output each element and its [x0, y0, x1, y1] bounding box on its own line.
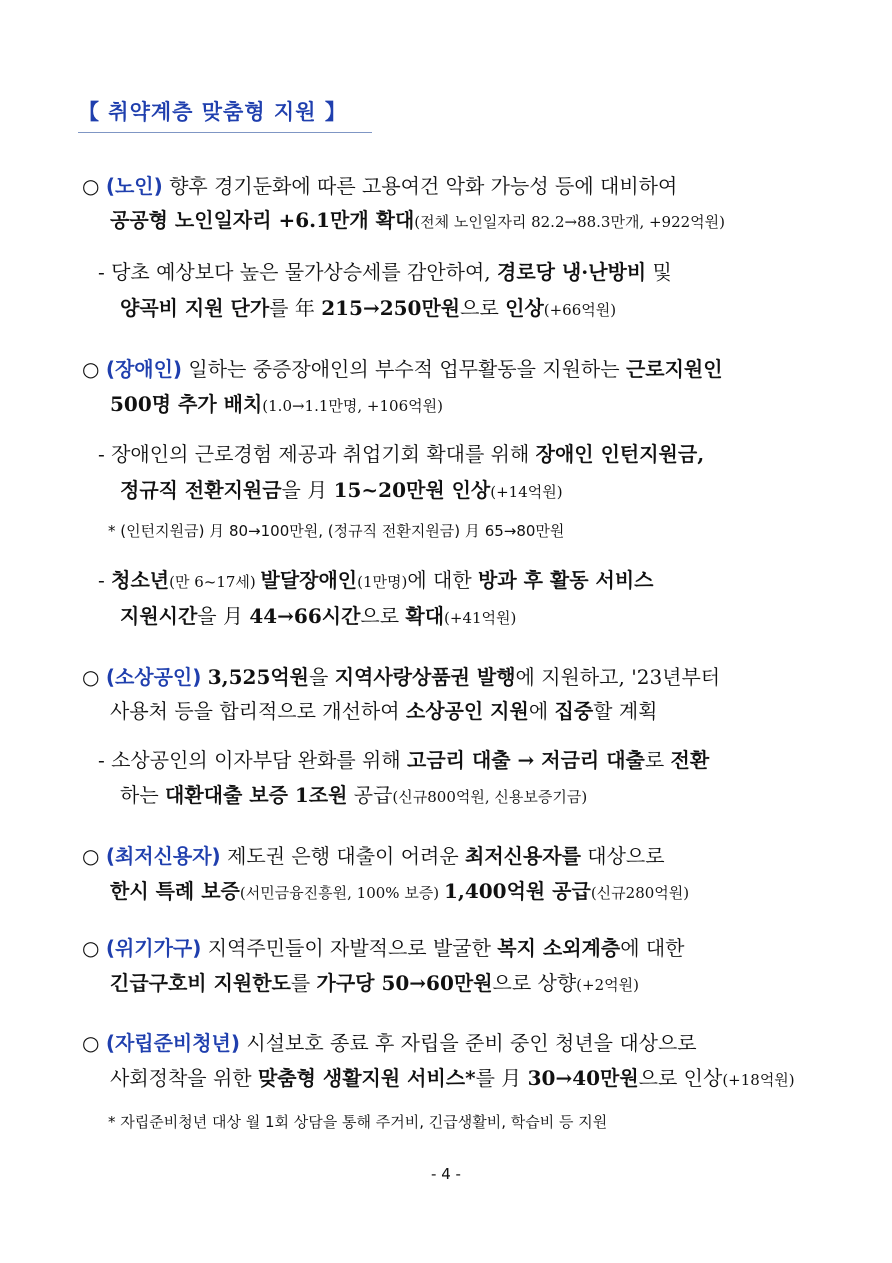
disabled-line-2: [110, 390, 443, 420]
bold-text: 소상공인 지원: [405, 699, 529, 723]
bold-text: 근로지원인: [625, 357, 723, 381]
bold-text: 경로당 냉·난방비: [497, 260, 647, 284]
text: - 당초 예상보다 높은 물가상승세를 감안하여,: [98, 260, 498, 284]
tag-smallbiz: (소상공인): [105, 665, 202, 689]
tag-disabled: (장애인): [105, 357, 183, 381]
bold-text: 긴급구호비 지원한도: [110, 971, 291, 995]
lowcredit-line-1: [82, 842, 665, 870]
elderly-line-1: [82, 172, 677, 200]
text: -: [98, 568, 112, 592]
disabled-footnote: * (인턴지원금) 月 80→100만원, (정규직 전환지원금) 月 65→80만원: [108, 522, 565, 540]
text: 를 年: [269, 296, 322, 320]
text: - 소상공인의 이자부담 완화를 위해: [98, 748, 408, 772]
text: 를 月: [475, 1066, 528, 1090]
lowcredit-line-2: [110, 877, 689, 907]
tag-youth: (자립준비청년): [105, 1031, 241, 1055]
small-text: (신규800억원, 신용보증기금): [392, 788, 588, 806]
small-text: (1만명): [357, 573, 408, 591]
text: 하는: [120, 783, 165, 807]
text: 시설보호 종료 후 자립을 준비 중인 청년을 대상으로: [246, 1031, 697, 1055]
bullet-marker: ○: [82, 936, 100, 960]
text: 일하는 중증장애인의 부수적 업무활동을 지원하는: [188, 357, 626, 381]
bold-text: 공공형 노인일자리 +6.1만개 확대: [110, 208, 415, 232]
tag-elderly: (노인): [105, 174, 163, 198]
text: 공급: [347, 783, 393, 807]
small-text: (전체 노인일자리 82.2→88.3만개, +922억원): [414, 213, 726, 231]
disabled-sub-line-1: [98, 440, 704, 468]
text: 을: [309, 665, 335, 689]
youth-line-2: [110, 1064, 795, 1094]
bold-text: 맞춤형 생활지원 서비스*: [257, 1066, 476, 1090]
crisis-line-2: [110, 969, 639, 999]
disabled-line-1: [82, 355, 723, 383]
elderly-line-2: [110, 206, 725, 236]
bold-text: 1,400억원 공급: [443, 879, 591, 903]
text: 향후 경기둔화에 따른 고용여건 악화 가능성 등에 대비하여: [169, 174, 678, 198]
text: 사용처 등을 합리적으로 개선하여: [110, 699, 406, 723]
bold-text: 정규직 전환지원금: [120, 478, 282, 502]
elderly-sub-line-1: [98, 258, 672, 286]
heading-underline: [78, 132, 372, 133]
text: 에 대한: [620, 936, 685, 960]
text: 을 月: [281, 478, 334, 502]
bold-text: 대환대출 보증 1조원: [165, 783, 348, 807]
small-text: (+2억원): [576, 976, 639, 994]
text: 로: [644, 748, 671, 772]
elderly-sub-line-2: [120, 294, 616, 324]
bold-text: 전환: [670, 748, 710, 772]
bold-text: 인상: [505, 296, 544, 320]
small-text: (만 6~17세): [169, 573, 261, 591]
bullet-marker: ○: [82, 357, 100, 381]
small-text: (+14억원): [490, 483, 563, 501]
tag-lowcredit: (최저신용자): [105, 844, 221, 868]
bullet-marker: ○: [82, 844, 100, 868]
page-number: - 4 -: [431, 1165, 461, 1183]
youth-line-1: [82, 1029, 697, 1057]
small-text: (서민금융진흥원, 100% 보증): [239, 884, 444, 902]
bold-text: 방과 후 활동 서비스: [478, 568, 654, 592]
disabled-sub-line-3: [98, 566, 654, 596]
disabled-sub-line-2: [120, 476, 563, 506]
bold-text: 가구당 50→60만원: [316, 971, 493, 995]
bold-text: 44→66시간: [249, 604, 361, 628]
bold-text: 500명 추가 배치: [110, 392, 263, 416]
small-text: (+66억원): [543, 301, 617, 319]
bold-text: 3,525억원: [207, 665, 310, 689]
text: 을 月: [197, 604, 250, 628]
text: 제도권 은행 대출이 어려운: [227, 844, 466, 868]
text: 지역주민들이 자발적으로 발굴한: [207, 936, 498, 960]
youth-footnote: * 자립준비청년 대상 월 1회 상담을 통해 주거비, 긴급생활비, 학습비 등 지원: [108, 1113, 608, 1131]
text: 할 계획: [593, 699, 658, 723]
section-heading: 【 취약계층 맞춤형 지원 】: [78, 100, 347, 124]
bold-text: 장애인 인턴지원금,: [535, 442, 705, 466]
bold-text: 고금리 대출 → 저금리 대출: [407, 748, 645, 772]
disabled-sub-line-4: [120, 602, 516, 632]
bold-text: 최저신용자를: [465, 844, 581, 868]
bold-text: 한시 특례 보증: [110, 879, 240, 903]
small-text: (+41억원): [444, 609, 517, 627]
smallbiz-sub-line-2: [120, 781, 587, 811]
bullet-marker: ○: [82, 1031, 100, 1055]
bold-text: 30→40만원: [527, 1066, 639, 1090]
smallbiz-line-2: [110, 697, 657, 725]
tag-crisis: (위기가구): [105, 936, 202, 960]
smallbiz-line-1: [82, 663, 720, 691]
smallbiz-sub-line-1: [98, 746, 709, 774]
text: 사회정착을 위한: [110, 1066, 258, 1090]
bold-text: 복지 소외계층: [497, 936, 621, 960]
small-text: (+18억원): [722, 1071, 795, 1089]
text: 으로: [460, 296, 506, 320]
text: 으로 상향: [492, 971, 577, 995]
text: 으로: [360, 604, 406, 628]
text: 를: [290, 971, 317, 995]
text: 으로 인상: [638, 1066, 723, 1090]
small-text: (신규280억원): [590, 884, 690, 902]
crisis-line-1: [82, 934, 685, 962]
bullet-marker: ○: [82, 665, 100, 689]
bold-text: 지역사랑상품권 발행: [334, 665, 516, 689]
text: 에 대한: [407, 568, 479, 592]
small-text: (1.0→1.1만명, +106억원): [262, 397, 443, 415]
bold-text: 집중: [554, 699, 594, 723]
text: 및: [646, 260, 672, 284]
bold-text: 지원시간: [120, 604, 198, 628]
bold-text: 청소년: [111, 568, 170, 592]
text: 에: [528, 699, 555, 723]
text: - 장애인의 근로경험 제공과 취업기회 확대를 위해: [98, 442, 536, 466]
bullet-marker: ○: [82, 174, 100, 198]
bold-text: 확대: [405, 604, 445, 628]
bold-text: 발달장애인: [260, 568, 358, 592]
text: 대상으로: [580, 844, 665, 868]
bold-text: 215→250만원: [321, 296, 461, 320]
text: 에 지원하고, '23년부터: [515, 665, 721, 689]
bold-text: 양곡비 지원 단가: [120, 296, 270, 320]
bold-text: 15~20만원 인상: [333, 478, 491, 502]
